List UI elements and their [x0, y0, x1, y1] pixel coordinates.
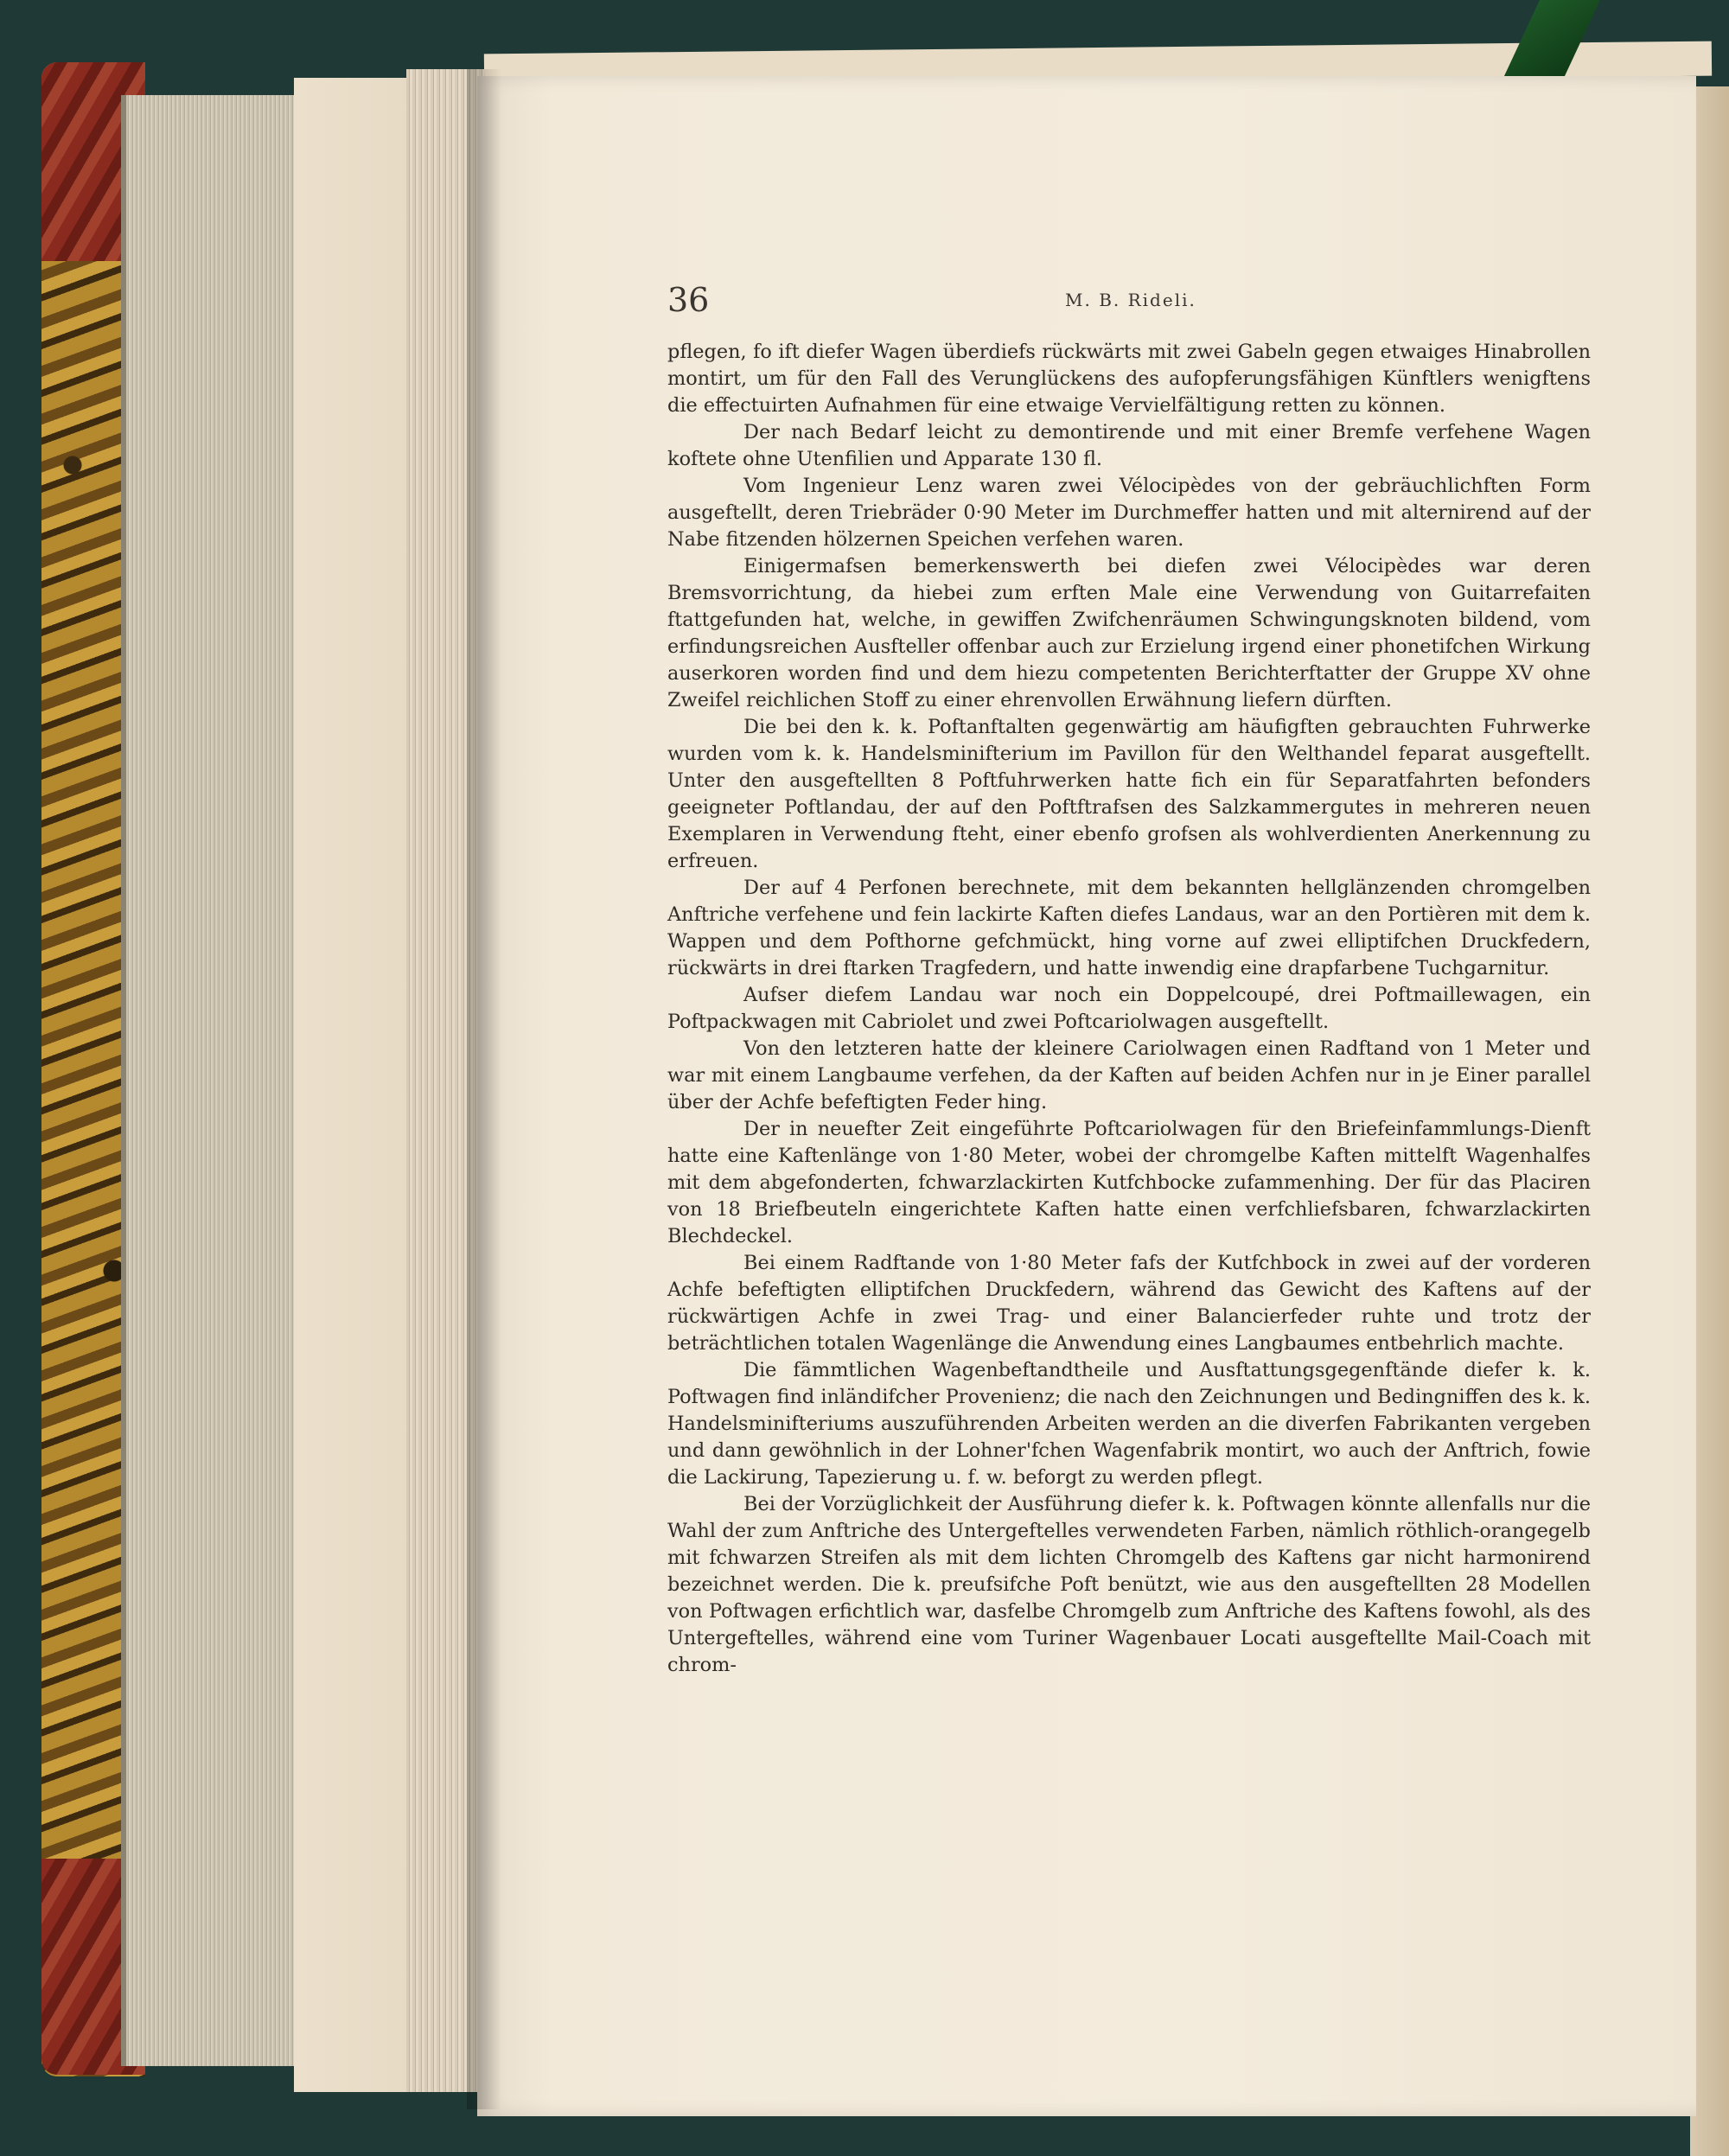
running-head: M. B. Rideli.	[1065, 290, 1196, 310]
paragraph-11: Die fämmtlichen Wagenbeftandtheile und Ausftattungsgegenftände diefer k. k. Poftwagen find inländifcher Provenienz; die nach den Zeichnungen und Bedingniffen des k. k. Handelsminifteriums auszuführenden Arbeiten werden an die diverfen Fabrikanten vergeben und dann gewöhnlich in der Lohner'fchen Wagenfabrik montirt, wo auch der Anftrich, fowie die Lackirung, Tapezierung u. f. w. beforgt zu werden pflegt.	[667, 1359, 1591, 1489]
gutter-shadow	[467, 69, 501, 2109]
paragraph-1: pflegen, fo ift diefer Wagen überdiefs rückwärts mit zwei Gabeln gegen etwaiges Hinabrollen montirt, um für den Fall des Verunglückens des aufopferungsfähigen Künftlers wenigftens die effectuirten Aufnahmen für eine etwaige Vervielfältigung retten zu können.	[667, 341, 1591, 417]
page-header	[667, 281, 1592, 324]
paragraph-10: Bei einem Radftande von 1·80 Meter fafs der Kutfchbock in zwei auf der vorderen Achfe befeftigten elliptifchen Druckfedern, während das Gewicht des Kaftens auf der rückwärtigen Achfe in zwei Trag- und einer Balancierfeder ruhte und trotz der beträchtlichen totalen Wagenlänge die Anwendung eines Langbaumes entbehrlich machte.	[667, 1252, 1591, 1355]
paragraph-6: Der auf 4 Perfonen berechnete, mit dem bekannten hellglänzenden chromgelben Anftriche verfehene und fein lackirte Kaften diefes Landaus, war an den Portièren mit dem k. Wappen und dem Pofthorne gefchmückt, hing vorne auf zwei elliptifchen Druckfedern, rückwärts in drei ftarken Tragfedern, und hatte inwendig eine drapfarbene Tuchgarnitur.	[667, 877, 1591, 979]
paragraph-12: Bei der Vorzüglichkeit der Ausführung diefer k. k. Poftwagen könnte allenfalls nur die Wahl der zum Anftriche des Untergeftelles verwendeten Farben, nämlich röthlich-orangegelb mit fchwarzen Streifen als mit dem lichten Chromgelb des Kaftens gar nicht harmonirend bezeichnet werden. Die k. preufsifche Poft benützt, wie aus den ausgeftellten 28 Modellen von Poftwagen erfichtlich war, dasfelbe Chromgelb zum Anftriche des Kaftens fowohl, als des Untergeftelles, während eine vom Turiner Wagenbauer Locati ausgeftellte Mail-Coach mit chrom-	[667, 1493, 1591, 1676]
paragraph-9: Der in neuefter Zeit eingeführte Poftcariolwagen für den Briefeinfammlungs-Dienft hatte eine Kaftenlänge von 1·80 Meter, wobei der chromgelbe Kaften mittelft Wagenhalfes mit dem abgefonderten, fchwarzlackirten Kutfchbocke zufammenhing. Der für das Placiren von 18 Briefbeuteln eingerichtete Kaften hatte einen verfchliefsbaren, fchwarzlackirten Blechdeckel.	[667, 1118, 1591, 1247]
paragraph-8: Von den letzteren hatte der kleinere Cariolwagen einen Radftand von 1 Meter und war mit einem Langbaume verfehen, da der Kaften auf beiden Achfen nur in je Einer parallel über der Achfe befeftigten Feder hing.	[667, 1037, 1591, 1113]
paragraph-4: Einigermafsen bemerkenswerth bei diefen zwei Vélocipèdes war deren Bremsvorrichtung, da hiebei zum erften Male eine Verwendung von Guitarrefaiten ftattgefunden hat, welche, in gewiffen Zwifchenräumen Schwingungsknoten bildend, vom erfindungsreichen Ausfteller offenbar auch zur Erzielung irgend einer phonetifchen Wirkung auserkoren worden find und dem hiezu competenten Berichterftatter der Gruppe XV ohne Zweifel reichlichen Stoff zu einer ehrenvollen Erwähnung liefern dürften.	[667, 555, 1591, 711]
paragraph-5: Die bei den k. k. Poftanftalten gegenwärtig am häufigften gebrauchten Fuhrwerke wurden vom k. k. Handelsminifterium im Pavillon für den Welthandel feparat ausgeftellt. Unter den ausgeftellten 8 Poftfuhrwerken hatte fich ein für Separatfahrten befonders geeigneter Poftlandau, der auf den Poftftrafsen des Salzkammergutes in mehreren neuen Exemplaren in Verwendung fteht, einer ebenfo grofsen als wohlverdienten Anerkennung zu erfreuen.	[667, 716, 1591, 872]
paragraph-2: Der nach Bedarf leicht zu demontirende und mit einer Bremfe verfehene Wagen koftete ohne Utenfilien und Apparate 130 fl.	[667, 421, 1591, 470]
paragraph-7: Aufser diefem Landau war noch ein Doppelcoupé, drei Poftmaillewagen, ein Poftpackwagen mit Cabriolet und zwei Poftcariolwagen ausgeftellt.	[667, 984, 1591, 1033]
paragraph-3: Vom Ingenieur Lenz waren zwei Vélocipèdes von der gebräuchlichften Form ausgeftellt, deren Triebräder 0·90 Meter im Durchmeffer hatten und mit alternirend auf der Nabe fitzenden hölzernen Speichen verfehen waren.	[667, 475, 1591, 551]
page-number: 36	[667, 281, 710, 319]
body-text	[667, 339, 1591, 1869]
